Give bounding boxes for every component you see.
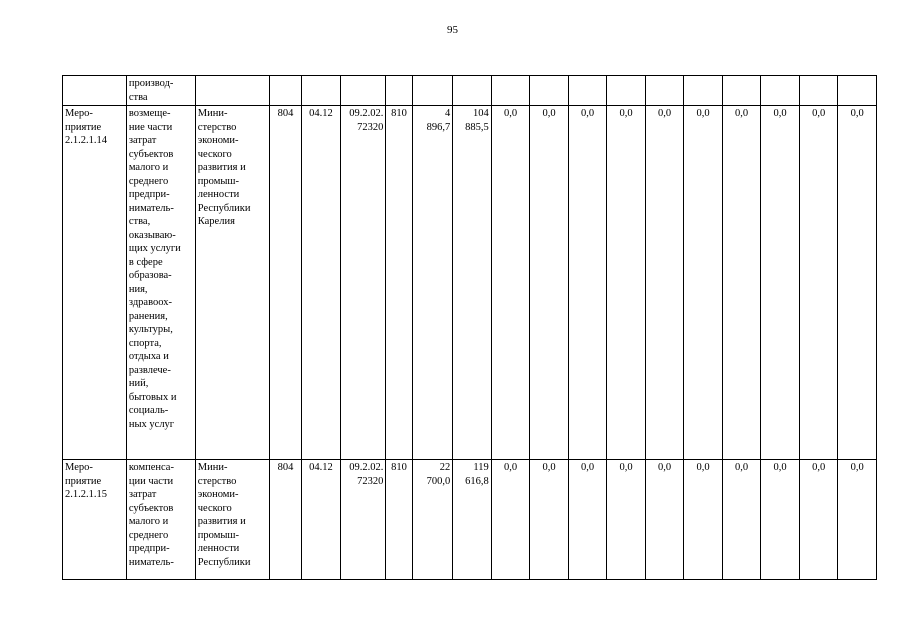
cell-value — [412, 76, 453, 106]
cell-status — [63, 76, 127, 106]
cell-vr — [386, 76, 412, 106]
cell-value-10: 0,0 — [761, 460, 800, 580]
cell-grbs: 804 — [269, 106, 301, 460]
cell-value — [491, 76, 530, 106]
cell-value — [453, 76, 492, 106]
cell-csr: 09.2.02. 72320 — [340, 460, 386, 580]
cell-status: Меро- приятие 2.1.2.1.14 — [63, 106, 127, 460]
cell-value-7: 0,0 — [645, 106, 684, 460]
cell-value-2: 104 885,5 — [453, 106, 492, 460]
cell-description: возмеще- ние части затрат субъектов малого и среднего предпри- ниматель- ства, оказываю- щих услуги в сфере образова- ния, здравоох- ранения, культуры, спорта, отдыха и развлече- ний, бытовых и социаль- ных услуг — [126, 106, 195, 460]
cell-value — [645, 76, 684, 106]
cell-rzpr: 04.12 — [302, 106, 341, 460]
cell-value — [722, 76, 761, 106]
cell-value-9: 0,0 — [722, 460, 761, 580]
cell-description: компенса- ции части затрат субъектов малого и среднего предпри- ниматель- — [126, 460, 195, 580]
cell-value — [684, 76, 723, 106]
cell-value-12: 0,0 — [838, 460, 877, 580]
cell-value-8: 0,0 — [684, 460, 723, 580]
cell-value-12: 0,0 — [838, 106, 877, 460]
cell-value-8: 0,0 — [684, 106, 723, 460]
cell-value-1: 4 896,7 — [412, 106, 453, 460]
page-number: 95 — [447, 24, 458, 36]
cell-value — [568, 76, 607, 106]
program-table — [62, 75, 877, 580]
cell-value-4: 0,0 — [530, 460, 569, 580]
cell-value — [838, 76, 877, 106]
cell-description: производ- ства — [126, 76, 195, 106]
cell-value-9: 0,0 — [722, 106, 761, 460]
cell-value-5: 0,0 — [568, 106, 607, 460]
cell-status: Меро- приятие 2.1.2.1.15 — [63, 460, 127, 580]
cell-value-11: 0,0 — [799, 460, 838, 580]
cell-rzpr — [302, 76, 341, 106]
cell-grbs: 804 — [269, 460, 301, 580]
cell-value-4: 0,0 — [530, 106, 569, 460]
table-row — [63, 460, 877, 580]
cell-value-6: 0,0 — [607, 106, 646, 460]
cell-value — [607, 76, 646, 106]
cell-value-6: 0,0 — [607, 460, 646, 580]
cell-value-2: 119 616,8 — [453, 460, 492, 580]
cell-executor: Мини- стерство экономи- ческого развития и промыш- ленности Республики — [195, 460, 269, 580]
cell-value-1: 22 700,0 — [412, 460, 453, 580]
cell-rzpr: 04.12 — [302, 460, 341, 580]
cell-vr: 810 — [386, 460, 412, 580]
cell-value-3: 0,0 — [491, 460, 530, 580]
cell-csr: 09.2.02. 72320 — [340, 106, 386, 460]
cell-value — [530, 76, 569, 106]
cell-value-5: 0,0 — [568, 460, 607, 580]
cell-executor: Мини- стерство экономи- ческого развития и промыш- ленности Республики Карелия — [195, 106, 269, 460]
cell-value-11: 0,0 — [799, 106, 838, 460]
cell-vr: 810 — [386, 106, 412, 460]
table-row — [63, 106, 877, 460]
cell-csr — [340, 76, 386, 106]
cell-value — [799, 76, 838, 106]
cell-value — [761, 76, 800, 106]
cell-value-10: 0,0 — [761, 106, 800, 460]
table-row-continued — [63, 76, 877, 106]
cell-executor — [195, 76, 269, 106]
cell-value-7: 0,0 — [645, 460, 684, 580]
cell-grbs — [269, 76, 301, 106]
cell-value-3: 0,0 — [491, 106, 530, 460]
